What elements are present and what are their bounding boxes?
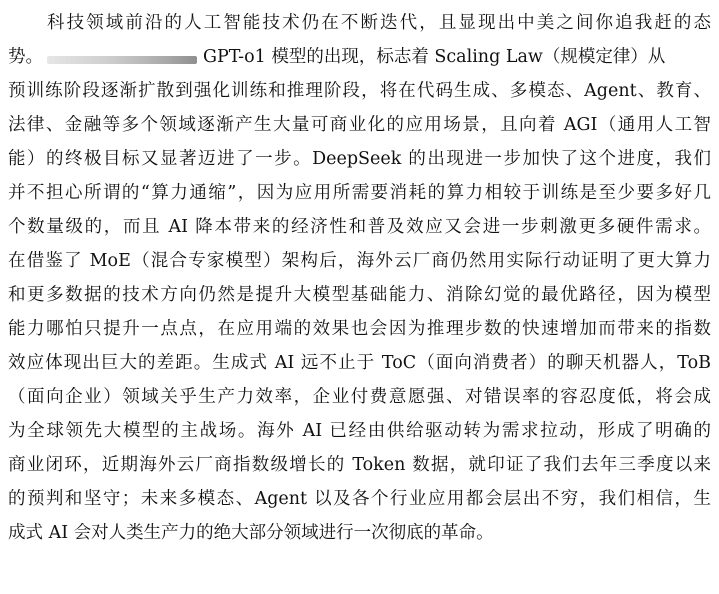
paragraph-line-11: 效应体现出巨大的差距。生成式 AI 远不止于 ToC（面向消费者）的聊天机器人，ToB (8, 353, 711, 373)
paragraph-line-6: 并不担心所谓的“算力通缩”，因为应用所需要消耗的算力相较于训练是至少要多好几 (8, 183, 711, 203)
paragraph-line-13: 为全球领先大模型的主战场。海外 AI 已经由供给驱动转为需求拉动，形成了明确的 (8, 421, 711, 441)
paragraph-line-2-end: GPT-o1 模型的出现，标志着 Scaling Law（规模定律）从 (203, 47, 666, 67)
paragraph-line-1: 科技领域前沿的人工智能技术仍在不断迭代，且显现出中美之间你追我赶的态 (47, 13, 711, 33)
paragraph-line-2 (8, 40, 711, 74)
paragraph-line-14: 商业闭环，近期海外云厂商指数级增长的 Token 数据，就印证了我们去年三季度以来 (8, 455, 711, 475)
paragraph-line-15: 的预判和坚守；未来多模态、Agent 以及各个行业应用都会层出不穷，我们相信，生 (8, 489, 711, 509)
redaction-smudge (47, 56, 197, 64)
paragraph-line-8: 在借鉴了 MoE（混合专家模型）架构后，海外云厂商仍然用实际行动证明了更大算力 (8, 251, 711, 271)
paragraph-line-5: 能）的终极目标又显著迈进了一步。DeepSeek 的出现进一步加快了这个进度，我们 (8, 149, 711, 169)
paragraph-line-3: 预训练阶段逐渐扩散到强化训练和推理阶段，将在代码生成、多模态、Agent、教育、 (8, 81, 711, 101)
paragraph-line-4: 法律、金融等多个领域逐渐产生大量可商业化的应用场景，且向着 AGI（通用人工智 (8, 115, 711, 135)
paragraph-line-2-start: 势。 (8, 47, 43, 67)
paragraph-line-16: 成式 AI 会对人类生产力的绝大部分领域进行一次彻底的革命。 (8, 523, 494, 543)
paragraph-line-12: （面向企业）领域关乎生产力效率，企业付费意愿强、对错误率的容忍度低，将会成 (8, 387, 711, 407)
paragraph-line-7: 个数量级的，而且 AI 降本带来的经济性和普及效应又会进一步刺激更多硬件需求。 (8, 217, 711, 237)
paragraph-line-9: 和更多数据的技术方向仍然是提升大模型基础能力、消除幻觉的最优路径，因为模型 (8, 285, 711, 305)
paragraph-line-10: 能力哪怕只提升一点点，在应用端的效果也会因为推理步数的快速增加而带来的指数 (8, 319, 711, 339)
